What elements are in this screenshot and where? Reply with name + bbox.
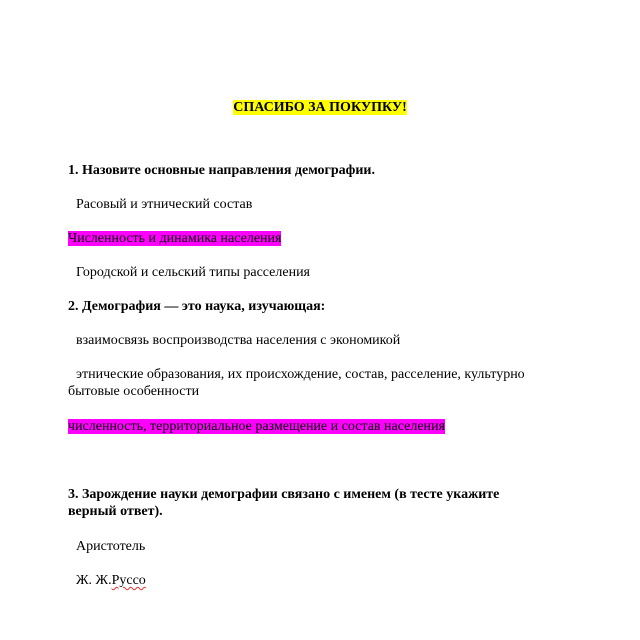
q2-option-2-line-1: этнические образования, их происхождение, состав, расселение, культурно — [76, 367, 525, 382]
q2-option-1: взаимосвязь воспроизводства населения с экономикой — [76, 333, 401, 348]
q2-option-3-text: численность, территориальное размещение и состав населения — [68, 419, 445, 434]
q3-option-2-initials: Ж. Ж. — [76, 573, 112, 588]
q3-option-2-surname: Руссо — [111, 573, 146, 588]
thanks-title — [0, 99, 640, 116]
q1-option-3: Городской и сельский типы расселения — [76, 265, 311, 280]
q3-option-2 — [76, 572, 146, 589]
q2-option-3-correct — [68, 418, 445, 435]
q1-option-1: Расовый и этнический состав — [76, 197, 253, 212]
q1-option-2-text: Численность и динамика населения — [68, 231, 282, 246]
question-3-line-2: верный ответ). — [68, 504, 163, 519]
question-3-line-1: 3. Зарождение науки демографии связано с именем (в тесте укажите — [68, 487, 500, 502]
thanks-title-text: СПАСИБО ЗА ПОКУПКУ! — [233, 100, 407, 115]
q1-option-2-correct — [68, 230, 281, 247]
q2-option-2-line-2: бытовые особенности — [68, 384, 200, 399]
q3-option-1: Аристотель — [76, 539, 146, 554]
question-2: 2. Демография — это наука, изучающая: — [68, 299, 326, 314]
question-1: 1. Назовите основные направления демографии. — [68, 163, 376, 178]
